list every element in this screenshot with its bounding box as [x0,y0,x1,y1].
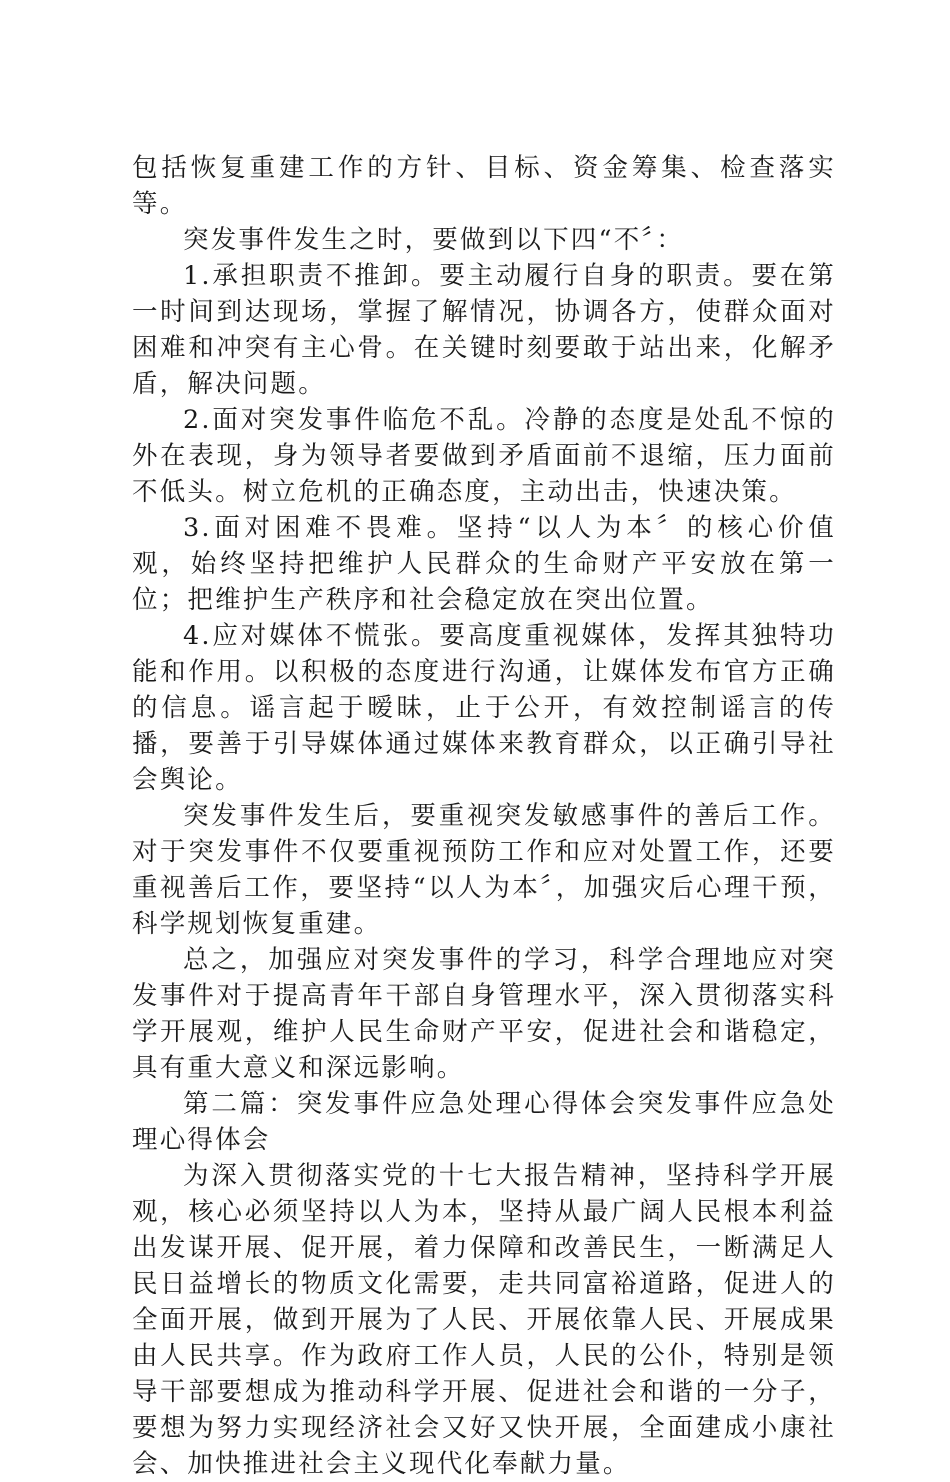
paragraph-point-4: 4.应对媒体不慌张。要高度重视媒体，发挥其独特功能和作用。以积极的态度进行沟通，让媒体发布官方正确的信息。谣言起于暧昧，止于公开，有效控制谣言的传播，要善于引导媒体通过媒体来教育群众，以正确引导社会舆论。 [132,621,836,795]
paragraph-conclusion: 总之，加强应对突发事件的学习，科学合理地应对突发事件对于提高青年干部自身管理水平，深入贯彻落实科学开展观，维护人民生命财产平安，促进社会和谐稳定，具有重大意义和深远影响。 [132,945,836,1083]
paragraph-point-3: 3.面对困难不畏难。坚持“以人为本〞的核心价值观，始终坚持把维护人民群众的生命财产平安放在第一位；把维护生产秩序和社会稳定放在突出位置。 [132,513,836,615]
document-body [132,150,836,1482]
paragraph-point-2: 2.面对突发事件临危不乱。冷静的态度是处乱不惊的外在表现，身为领导者要做到矛盾面前不退缩，压力面前不低头。树立危机的正确态度，主动出击，快速决策。 [132,405,836,507]
paragraph-part-two-body: 为深入贯彻落实党的十七大报告精神，坚持科学开展观，核心必须坚持以人为本，坚持从最广阔人民根本利益出发谋开展、促开展，着力保障和改善民生，一断满足人民日益增长的物质文化需要，走共同富裕道路，促进人的全面开展，做到开展为了人民、开展依靠人民、开展成果由人民共享。作为政府工作人员，人民的公仆，特别是领导干部要想成为推动科学开展、促进社会和谐的一分子，要想为努力实现经济社会又好又快开展，全面建成小康社会、加快推进社会主义现代化奉献力量。 [132,1161,836,1479]
paragraph-continuation: 包括恢复重建工作的方针、目标、资金筹集、检查落实等。 [132,153,836,219]
section-heading-part-two: 第二篇：突发事件应急处理心得体会突发事件应急处理心得体会 [132,1089,836,1155]
paragraph-point-1: 1.承担职责不推卸。要主动履行自身的职责。要在第一时间到达现场，掌握了解情况，协调各方，使群众面对困难和冲突有主心骨。在关键时刻要敢于站出来，化解矛盾，解决问题。 [132,261,836,399]
paragraph-four-nos-intro: 突发事件发生之时，要做到以下四“不〞： [183,225,685,255]
paragraph-aftermath: 突发事件发生后，要重视突发敏感事件的善后工作。对于突发事件不仅要重视预防工作和应对处置工作，还要重视善后工作，要坚持“以人为本〞，加强灾后心理干预，科学规划恢复重建。 [132,801,836,939]
